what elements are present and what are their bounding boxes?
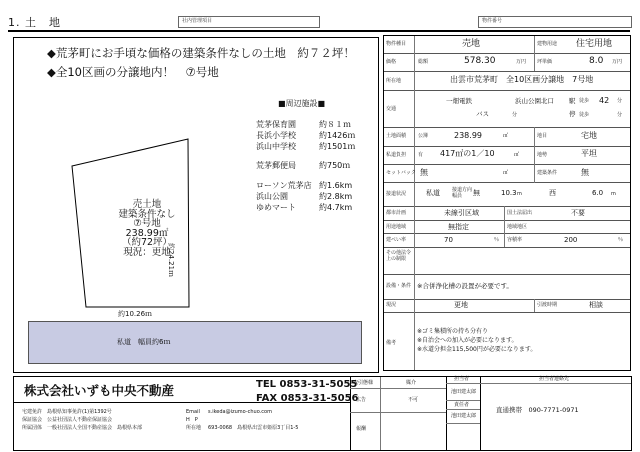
staff-name-2: 池田建太郎	[451, 413, 477, 419]
price-prefix: 総額	[418, 59, 429, 65]
front-dimension: 約10.26ｍ	[118, 310, 153, 318]
road-w-unit: m	[611, 191, 616, 197]
facility-name: 浜山中学校	[256, 142, 296, 151]
bcr-unit: ％	[494, 237, 500, 243]
tel-number[interactable]: TEL 0853-31-5055	[256, 379, 358, 390]
build-cond-label: 建築条件	[537, 170, 558, 176]
bcr-value: 70	[444, 236, 453, 244]
contact-value[interactable]: 直通携帯 090-7771-0971	[496, 406, 579, 414]
bus-unit: 分	[512, 112, 518, 118]
address-label: 所在地	[186, 425, 202, 431]
road-access-label: 接道状況	[386, 191, 407, 197]
land-cat-value: 宅地	[581, 131, 597, 140]
private-road-value: 417㎡の1／10	[440, 149, 495, 158]
road-label: 私道 幅員約6ｍ	[117, 338, 171, 346]
setback-value: 無	[420, 168, 428, 177]
lot-line: ⑦号地	[133, 218, 161, 229]
station-unit: 駅	[569, 97, 576, 105]
current-value: 更地	[454, 301, 468, 309]
stop-label: 停	[569, 110, 576, 118]
address-value: 693-0068 島根県出雲市姫原3丁目1-5	[208, 425, 299, 431]
area-label: 土地面積	[386, 133, 407, 139]
hp-label: H P	[186, 417, 198, 423]
member-assoc: 所属団体 一般社団法人全国不動産協会 島根県本部	[22, 425, 143, 431]
other-restrictions-label: その他法令上の制限	[386, 250, 412, 262]
current-label: 現況	[386, 302, 397, 308]
headline-1: ◆荒茅町にお手頃な価格の建築条件なしの土地 約７２坪！	[47, 46, 355, 60]
road-dir-label: 接道方向	[452, 187, 473, 193]
area-district-label: 地域地区	[507, 224, 528, 230]
lot-line: （約72坪）	[121, 237, 173, 248]
road-width-label: 幅員	[452, 193, 463, 199]
bus-label: バス	[476, 110, 489, 118]
far-label: 容積率	[507, 237, 523, 243]
map-panel	[13, 37, 379, 373]
facility-name: 長浜小学校	[256, 131, 296, 140]
road-length: 10.3	[501, 189, 517, 197]
lot-line: 現況：更地	[123, 246, 171, 258]
road-length-unit: m	[517, 191, 522, 197]
land-law-label: 国土法届出	[507, 210, 533, 216]
facility-name: ゆめマート	[256, 203, 296, 212]
property-no-label: 物件番号	[482, 18, 503, 24]
private-road	[28, 321, 362, 364]
facility-dist: 約4.7km	[319, 203, 353, 212]
trade-value: 媒介	[406, 380, 417, 386]
type-value: 売地	[462, 39, 481, 49]
lot-line: 建築条件なし	[118, 208, 176, 220]
far-value: 200	[564, 236, 578, 244]
facility-dist: 約1501ｍ	[319, 142, 356, 151]
staff-label-1: 担当者	[454, 376, 470, 382]
use-label: 用途地域	[386, 224, 407, 230]
station-name: 浜山公園北口	[515, 97, 554, 105]
facility-name: 浜山公園	[256, 192, 288, 201]
facility-dist: 約1426ｍ	[319, 131, 356, 140]
terrain-value: 平坦	[581, 149, 597, 158]
area-value: 238.99	[454, 131, 482, 140]
equipment-value: ※合併浄化槽の設置が必要です。	[417, 282, 513, 290]
handover-label: 引渡時期	[537, 302, 558, 308]
company-name: 株式会社いずも中央不動産	[24, 383, 175, 398]
staff-label-2: 責任者	[454, 402, 470, 408]
stop-walk-label: 徒歩	[579, 112, 590, 118]
remark-line: ※自治会への加入が必要になります。	[417, 337, 518, 344]
lot-area: 238.99㎡	[125, 227, 169, 239]
city-plan-value: 未線引区域	[444, 209, 479, 217]
private-road-sub: 有	[418, 152, 424, 158]
use-value: 無指定	[448, 223, 469, 231]
license: 宅建免許 島根県知事免許(1)第1392号	[22, 409, 112, 415]
terrain-label: 地勢	[537, 152, 548, 158]
price-value: 578.30	[464, 56, 496, 66]
email-label: Email	[186, 409, 200, 415]
road-w: 6.0	[592, 189, 604, 197]
contact-label: 担当者連絡先	[539, 376, 570, 382]
facility-name: 荒茅郵便局	[256, 161, 296, 170]
stop-unit: 分	[617, 112, 623, 118]
header-rule	[8, 30, 630, 32]
road-kind: 私道	[426, 189, 440, 197]
fee-label: 報酬	[356, 426, 367, 432]
land-cat-label: 地目	[537, 133, 548, 139]
price-label: 価格	[386, 59, 397, 65]
road-direction: 西	[549, 189, 556, 197]
line-name: 一畑電鉄	[446, 97, 472, 105]
facilities-title: ■周辺施設■	[278, 99, 326, 108]
spec-table	[383, 35, 631, 371]
location-value: 出雲市荒茅町 全10区画分譲地 7号地	[450, 75, 594, 84]
internal-label: 社内管理項目	[182, 18, 213, 24]
handover-value: 相談	[589, 301, 603, 309]
setback-label: セットバック	[386, 170, 416, 176]
facility-name: ローソン荒茅店	[256, 181, 312, 190]
zone-label: 建物用途	[537, 41, 558, 47]
fax-number: FAX 0853-31-5056	[256, 393, 359, 404]
email-value[interactable]: s.ikeda@izumo-chuo.com	[208, 409, 272, 415]
private-road-label: 私道負担	[386, 152, 407, 158]
company-footer	[13, 376, 632, 451]
type-label: 物件種目	[386, 41, 407, 47]
sheet-title: 1. 土 地	[8, 16, 61, 29]
zone-value: 住宅用地	[576, 39, 613, 49]
location-label: 所在地	[386, 78, 402, 84]
city-plan-label: 都市計画	[386, 210, 407, 216]
far-unit: ％	[618, 237, 624, 243]
tsubo-label: 坪単価	[537, 59, 553, 65]
renewal-value: 不可	[408, 397, 419, 403]
walk-label: 徒歩	[579, 98, 590, 104]
road-width-v: 無	[473, 189, 480, 197]
facility-name: 荒茅保育園	[256, 120, 296, 129]
facility-dist: 約750ｍ	[319, 161, 351, 170]
remark-line: ※ゴミ集積所の持ち分有り	[417, 328, 489, 335]
remark-line: ※水道分担金115,500円が必要になります。	[417, 346, 537, 353]
facility-dist: 約1.6km	[319, 181, 353, 190]
area-sub: 公簿	[418, 133, 429, 139]
remarks-label: 備考	[386, 340, 397, 346]
renewal-label: 広告	[356, 397, 367, 403]
tsubo-value: 8.0	[589, 56, 604, 66]
private-road-unit: ㎡	[514, 152, 520, 158]
area-unit: ㎡	[503, 133, 509, 139]
property-no-field[interactable]	[478, 16, 632, 28]
setback-unit: ㎡	[503, 170, 509, 176]
headline-2: ◆全10区画の分譲地内！ ⑦号地	[47, 65, 219, 79]
equipment-label: 設備・条件	[386, 283, 412, 289]
price-unit: 万円	[516, 59, 527, 65]
guarantee-assoc: 保証協会 公益社団法人不動産保証協会	[22, 417, 113, 423]
build-cond-value: 無	[581, 168, 589, 177]
tsubo-unit: 万円	[612, 59, 623, 65]
land-law-value: 不要	[571, 209, 585, 217]
walk-value: 42	[599, 96, 610, 105]
internal-field[interactable]	[178, 16, 320, 28]
walk-unit: 分	[617, 98, 623, 104]
trade-label: 取引態様	[353, 380, 374, 386]
side-dimension: 約24.21ｍ	[167, 243, 175, 278]
traffic-label: 交通	[386, 106, 397, 112]
staff-name-1: 池田建太郎	[451, 389, 477, 395]
lot-line: 売土地	[132, 199, 162, 210]
facility-dist: 約８１ｍ	[319, 120, 351, 129]
facility-dist: 約2.8km	[319, 192, 353, 201]
bcr-label: 建ぺい率	[386, 237, 407, 243]
